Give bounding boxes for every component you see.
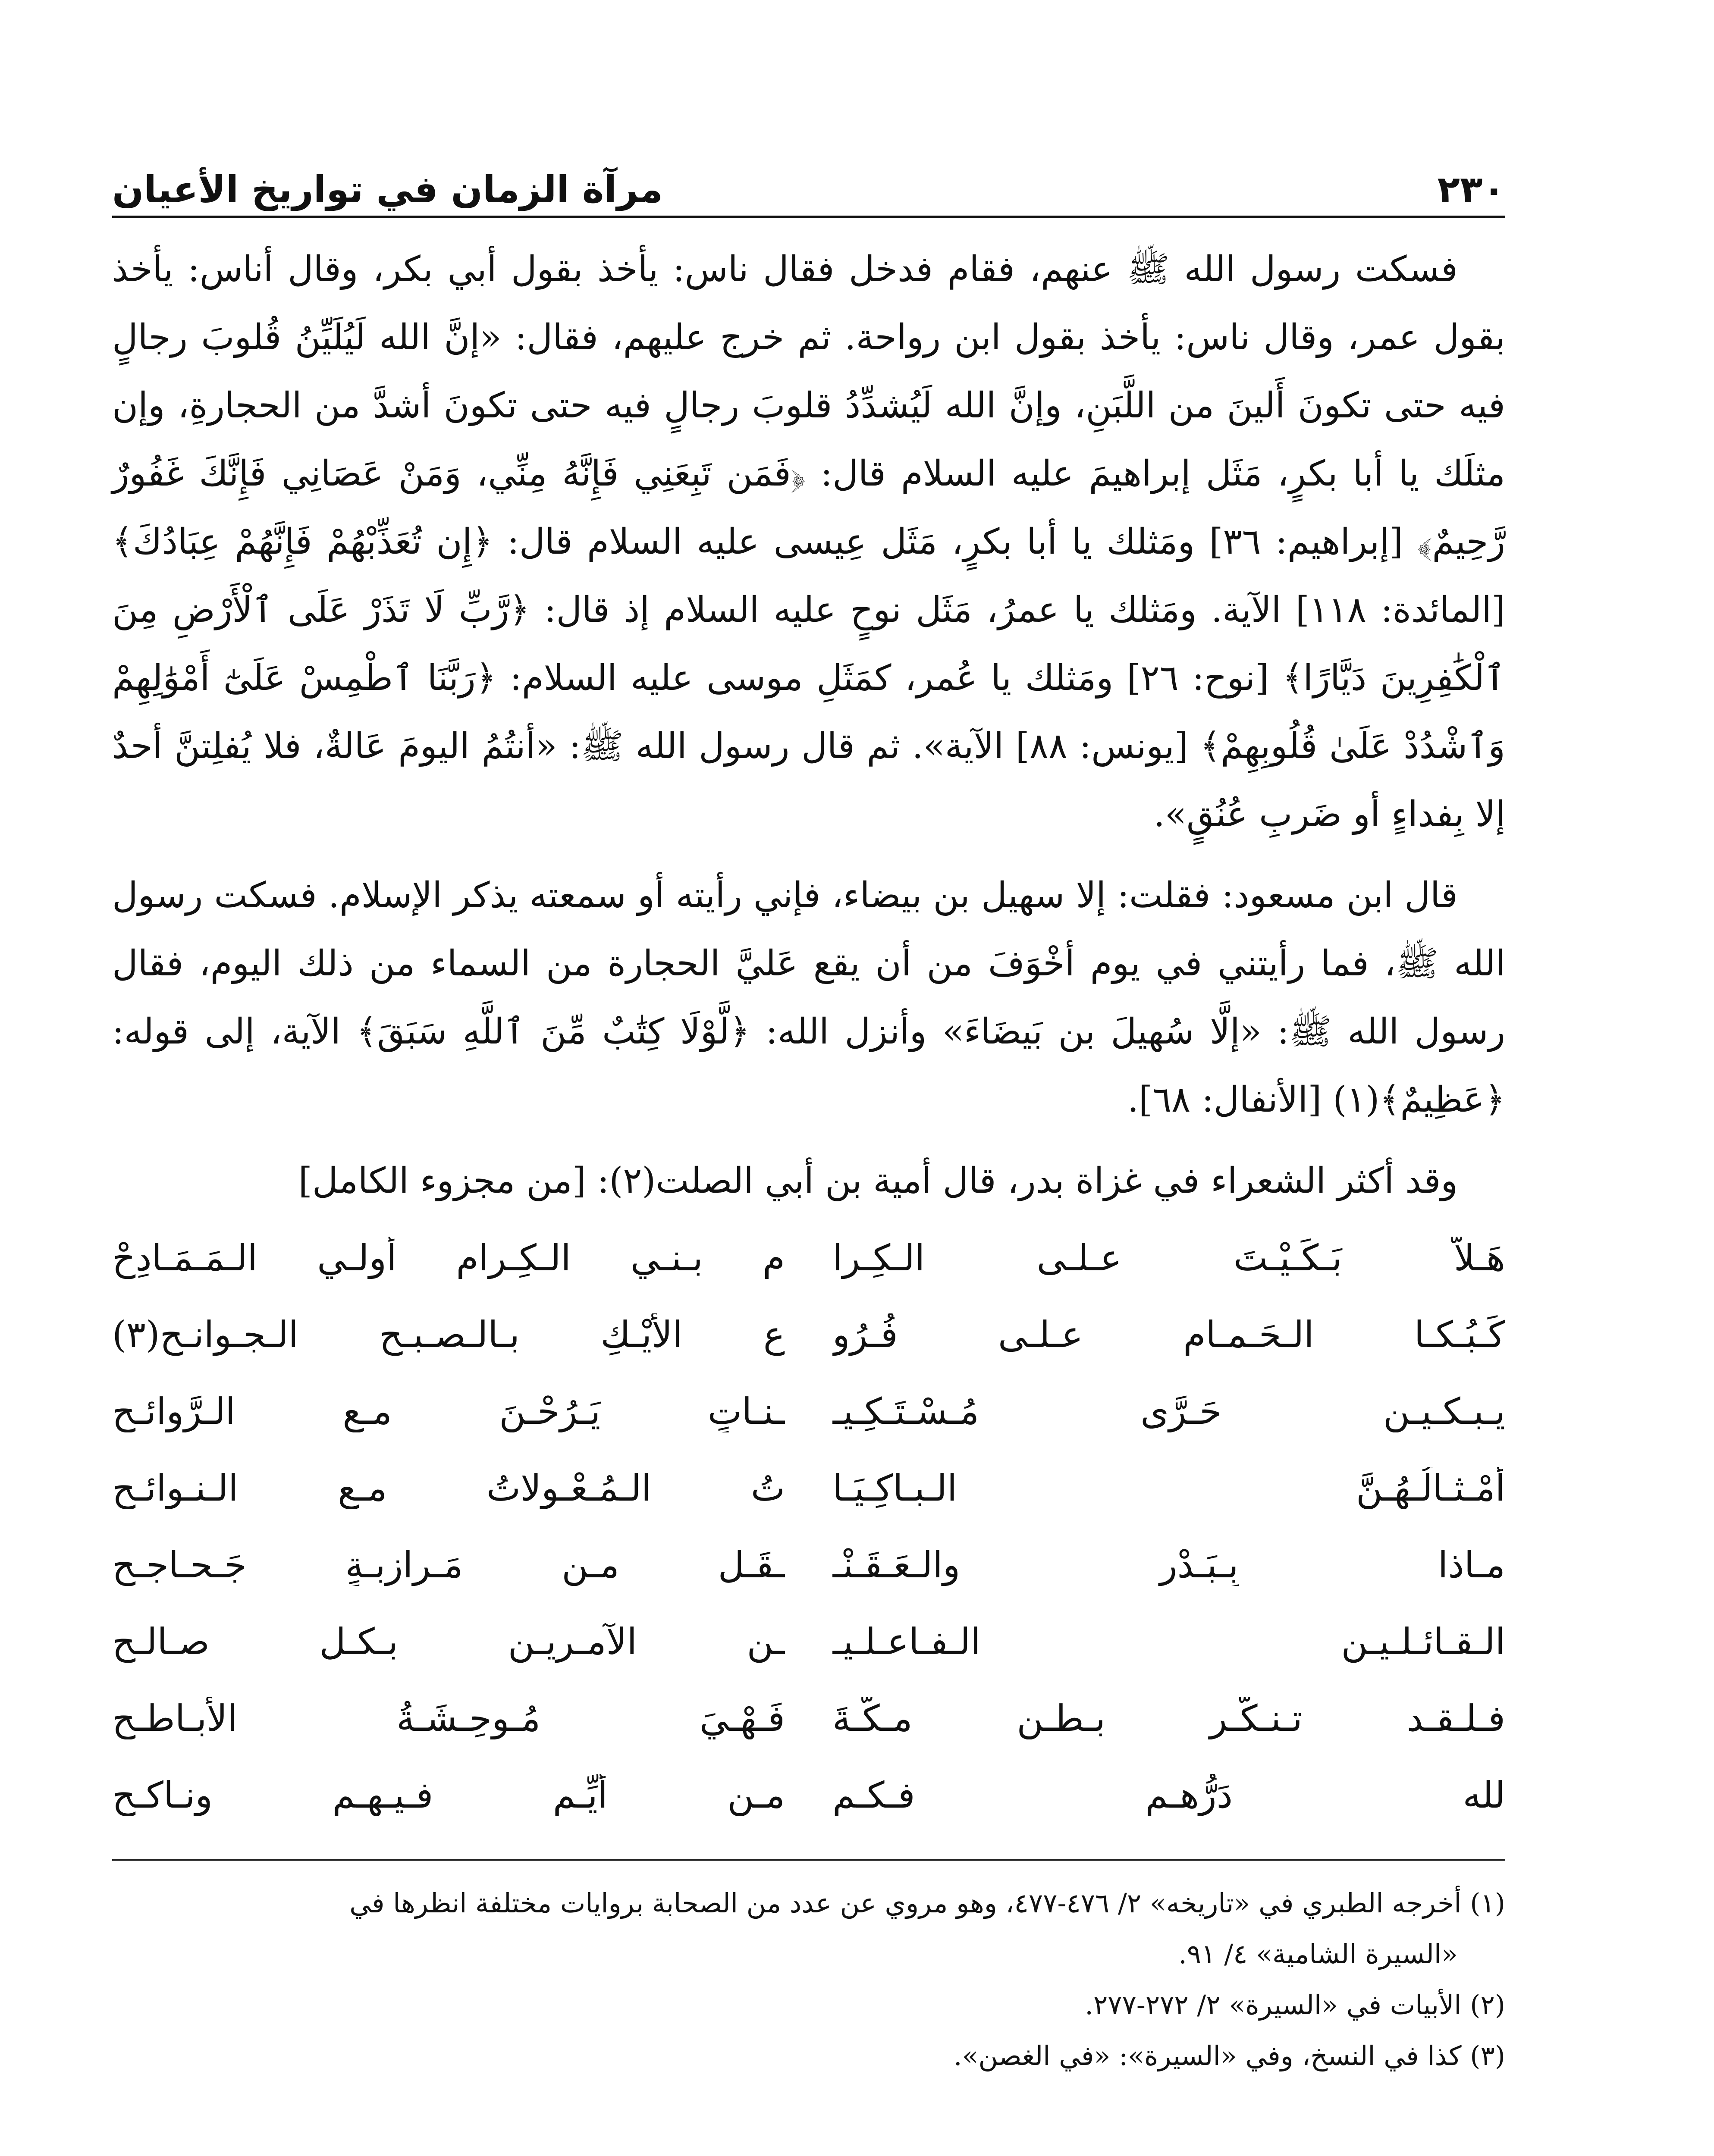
paragraph: قال ابن مسعود: فقلت: إلا سهيل بن بيضاء، فإني رأيته أو سمعته يذكر الإسلام. فسكت رسول الله ﷺ، فما رأيتني في يوم أخْوَفَ من أن يقع عَليَّ الحجارة من السماء من ذلك اليوم، فقال رسول الله ﷺ: «إلَّا سُهيلَ بن بَيضَاءَ» وأنزل الله: ﴿لَّوْلَا كِتَٰبٌ مِّنَ ٱللَّهِ سَبَقَ﴾ الآية، إلى قوله: ﴿عَظِيمٌ﴾(١) [الأنفال: ٦٨].	[112, 875, 1505, 1120]
poem-verse	[112, 1296, 1505, 1373]
hemistich-first: لله دَرُّهـم فـكـم	[832, 1774, 1505, 1816]
hemistich-second: مِ بـنـي الـكِـرامِ أُولـي الـمَـمَـادِحْ	[112, 1237, 785, 1279]
poem-verse	[112, 1757, 1505, 1833]
hemistich-second: ـن الآمـريـن بـكـل صـالـح	[112, 1620, 785, 1663]
running-title: مرآة الزمان في تواريخ الأعيان	[112, 168, 663, 211]
book-page	[112, 147, 1505, 2156]
hemistich-second: فَـهْـيَ مُـوحِـشَـةُ الأبـاطـح	[112, 1697, 785, 1739]
hemistich-first: أمْـثـالُـهُـنَّ الـبـاكِـيَـا	[832, 1467, 1505, 1509]
poem-verse	[112, 1526, 1505, 1603]
poem-verse	[112, 1680, 1505, 1757]
header-rule	[112, 216, 1505, 218]
hemistich-second: ـنـاتٍ يَـرُحْـنَ مـع الـرَّوائـح	[112, 1390, 785, 1432]
hemistich-first: كَـبُـكـا الـحَـمـامِ عـلـى فُـرُو	[832, 1313, 1505, 1356]
footnote-rule	[112, 1859, 1505, 1861]
poem	[112, 1219, 1505, 1833]
poem-intro: وقد أكثر الشعراء في غزاة بدر، قال أمية بن أبي الصلت(٢): [من مجزوء الكامل]	[298, 1160, 1458, 1201]
hemistich-first: هَـلاَّ بَـكَـيْـتَ عـلـى الـكِـرا	[832, 1237, 1505, 1279]
hemistich-first: الـقـائـلـيـن الـفـاعـلـيـ	[832, 1620, 1505, 1663]
poem-verse	[112, 1450, 1505, 1526]
poem-verse	[112, 1603, 1505, 1680]
footnote: (٣) كذا في النسخ، وفي «السيرة»: «في الغصن».	[953, 2040, 1505, 2071]
poem-verse	[112, 1219, 1505, 1296]
main-text	[112, 235, 1505, 1134]
footnote: (١) أخرجه الطبري في «تاريخه» ٢/ ٤٧٦-٤٧٧، وهو مروي عن عدد من الصحابة بروايات مختلفة انظرها في	[349, 1887, 1505, 1919]
footnote-continuation: «السيرة الشامية» ٤/ ٩١.	[1178, 1938, 1458, 1970]
hemistich-first: فـلـقـد تـنـكَّـر بـطـن مـكَّـةَ	[832, 1697, 1505, 1739]
hemistich-first: يـبـكـيـن حَـرَّى مُـسْـتَـكِـيـ	[832, 1390, 1505, 1432]
hemistich-second: مـن أَيِّـم فـيـهـم ونـاكـح	[112, 1774, 785, 1816]
footnotes	[112, 1878, 1505, 2081]
hemistich-second: تُ الـمُـعْـوِلاتُ مـع الـنـوائـح	[112, 1467, 785, 1509]
paragraph: فسكت رسول الله ﷺ عنهم، فقام فدخل فقال ناس: يأخذ بقول أبي بكر، وقال أناس: يأخذ بقول عمر، وقال ناس: يأخذ بقول ابن رواحة. ثم خرج عليهم، فقال: «إنَّ الله لَيُلَيِّنُ قُلوبَ رجالٍ فيه حتى تكونَ أَلينَ من اللَّبَنِ، وإنَّ الله لَيُشدِّدُ قلوبَ رجالٍ فيه حتى تكونَ أشدَّ من الحجارةِ، وإن مثلَك يا أبا بكرٍ، مَثَل إبراهيمَ عليه السلام قال: ﴿فَمَن تَبِعَنِي فَإِنَّهُ مِنِّي، وَمَنْ عَصَانِي فَإِنَّكَ غَفُورٌ رَّحِيمٌ﴾ [إبراهيم: ٣٦] ومَثلك يا أبا بكرٍ، مَثَل عِيسى عليه السلام قال: ﴿إِن تُعَذِّبْهُمْ فَإِنَّهُمْ عِبَادُكَ﴾ [المائدة: ١١٨] الآية. ومَثلك يا عمرُ، مَثَل نوحٍ عليه السلام إذ قال: ﴿رَّبِّ لَا تَذَرْ عَلَى ٱلْأَرْضِ مِنَ ٱلْكَٰفِرِينَ دَيَّارًا﴾ [نوح: ٢٦] ومَثلك يا عُمر، كمَثَلِ موسى عليه السلام: ﴿رَبَّنَا ٱطْمِسْ عَلَىٰٓ أَمْوَٰلِهِمْ وَٱشْدُدْ عَلَىٰ قُلُوبِهِمْ﴾ [يونس: ٨٨] الآية». ثم قال رسول الله ﷺ: «أنتُمُ اليومَ عَالةٌ، فلا يُفلِتنَّ أحدٌ إلا بِفداءٍ أو ضَربِ عُنُقٍ».	[112, 249, 1506, 835]
page-header	[112, 147, 1505, 211]
poem-verse	[112, 1373, 1505, 1450]
page-number: ٢٣٠	[1437, 168, 1505, 211]
hemistich-second: عِ الأَيْـكِ بـالـصـبـحِ الـجـوانـح(٣)	[112, 1313, 785, 1356]
hemistich-second: ـقَـلِ مـن مَـرازِبـةٍ جَـحـاجـح	[112, 1544, 785, 1586]
footnote: (٢) الأبيات في «السيرة» ٢/ ٢٧٢-٢٧٧.	[1085, 1989, 1505, 2021]
hemistich-first: مـاذا بِـبَـدْرٍ والـعَـقَـنْـ	[832, 1544, 1505, 1586]
